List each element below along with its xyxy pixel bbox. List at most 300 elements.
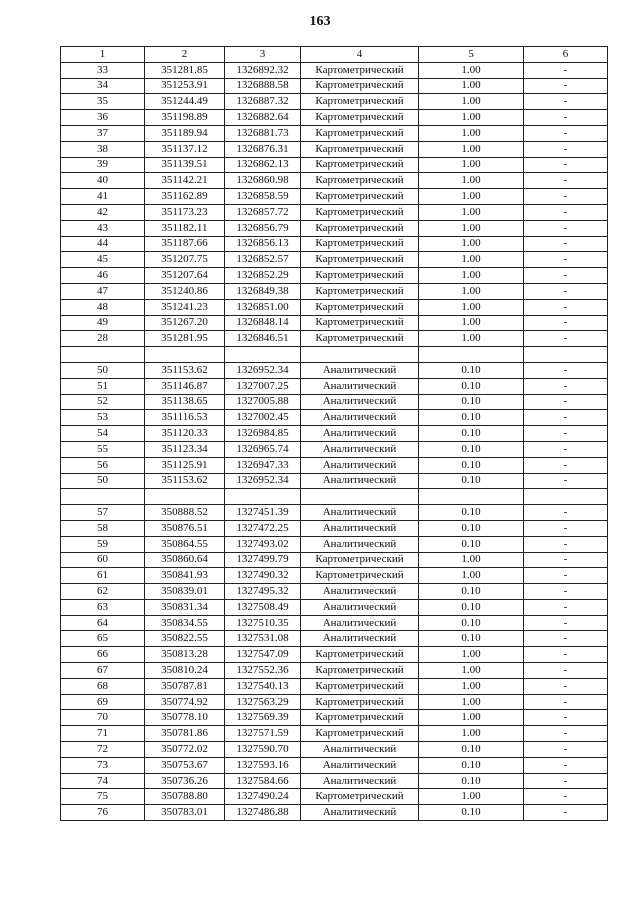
table-cell: 1.00 xyxy=(419,157,524,173)
table-cell: 0.10 xyxy=(419,362,524,378)
table-cell: - xyxy=(524,647,608,663)
table-cell: 70 xyxy=(61,710,145,726)
table-cell xyxy=(225,347,301,363)
table-row xyxy=(61,268,608,284)
table-cell: 1.00 xyxy=(419,678,524,694)
table-cell: 1327005.88 xyxy=(225,394,301,410)
table-cell: Аналитический xyxy=(301,378,419,394)
table-cell xyxy=(225,489,301,505)
table-cell: 351244.49 xyxy=(145,94,225,110)
table-cell: Картометрический xyxy=(301,552,419,568)
table-cell: 1.00 xyxy=(419,315,524,331)
table-cell: 0.10 xyxy=(419,536,524,552)
table-cell: 63 xyxy=(61,599,145,615)
table-cell xyxy=(524,489,608,505)
table-cell: 350778.10 xyxy=(145,710,225,726)
table-cell: - xyxy=(524,331,608,347)
table-cell: - xyxy=(524,173,608,189)
table-cell: 43 xyxy=(61,220,145,236)
table-cell: 351198.89 xyxy=(145,110,225,126)
table-cell: Картометрический xyxy=(301,710,419,726)
table-cell: 351146.87 xyxy=(145,378,225,394)
table-row xyxy=(61,568,608,584)
table-row xyxy=(61,189,608,205)
table-cell: - xyxy=(524,694,608,710)
table-cell: 1327547.09 xyxy=(225,647,301,663)
table-cell: 350736.26 xyxy=(145,773,225,789)
table-cell: 0.10 xyxy=(419,426,524,442)
table-cell: 350876.51 xyxy=(145,520,225,536)
table-cell xyxy=(301,489,419,505)
table-row xyxy=(61,552,608,568)
table-row xyxy=(61,520,608,536)
table-cell: 0.10 xyxy=(419,615,524,631)
table-cell: 0.10 xyxy=(419,473,524,489)
table-cell xyxy=(145,347,225,363)
table-cell: Картометрический xyxy=(301,726,419,742)
table-row xyxy=(61,663,608,679)
table-cell: 0.10 xyxy=(419,394,524,410)
table-cell: Аналитический xyxy=(301,457,419,473)
table-cell: Аналитический xyxy=(301,536,419,552)
table-cell: 1.00 xyxy=(419,552,524,568)
table-cell: 351240.86 xyxy=(145,283,225,299)
table-cell: 1326881.73 xyxy=(225,125,301,141)
table-cell: 49 xyxy=(61,315,145,331)
table-cell: Аналитический xyxy=(301,742,419,758)
table-cell: 50 xyxy=(61,362,145,378)
table-cell: 61 xyxy=(61,568,145,584)
table-cell: Аналитический xyxy=(301,426,419,442)
table-cell: 351281.85 xyxy=(145,62,225,78)
table-cell: 76 xyxy=(61,805,145,821)
table-cell: - xyxy=(524,726,608,742)
table-row xyxy=(61,362,608,378)
table-cell: 0.10 xyxy=(419,599,524,615)
table-cell: - xyxy=(524,584,608,600)
table-cell: 351139.51 xyxy=(145,157,225,173)
table-cell: 0.10 xyxy=(419,520,524,536)
table-cell: 350841.93 xyxy=(145,568,225,584)
table-cell: Картометрический xyxy=(301,78,419,94)
table-cell: Картометрический xyxy=(301,62,419,78)
table-cell: 1.00 xyxy=(419,726,524,742)
table-cell: Аналитический xyxy=(301,599,419,615)
table-cell: 1326888.58 xyxy=(225,78,301,94)
table-cell: 47 xyxy=(61,283,145,299)
table-row xyxy=(61,410,608,426)
table-cell: 1.00 xyxy=(419,173,524,189)
table-cell: - xyxy=(524,315,608,331)
table-cell: - xyxy=(524,599,608,615)
table-cell: 351123.34 xyxy=(145,441,225,457)
table-cell: 350810.24 xyxy=(145,663,225,679)
table-cell: - xyxy=(524,394,608,410)
table-row xyxy=(61,805,608,821)
table-cell: 0.10 xyxy=(419,584,524,600)
table-cell: 1327490.24 xyxy=(225,789,301,805)
table-cell: 71 xyxy=(61,726,145,742)
table-cell: 1327531.08 xyxy=(225,631,301,647)
table-cell: 68 xyxy=(61,678,145,694)
table-row xyxy=(61,584,608,600)
table-cell: 1.00 xyxy=(419,694,524,710)
table-cell: 1327593.16 xyxy=(225,757,301,773)
table-row xyxy=(61,236,608,252)
table-cell: 1327569.39 xyxy=(225,710,301,726)
table-cell: 1.00 xyxy=(419,252,524,268)
table-cell: 1.00 xyxy=(419,141,524,157)
table-cell: 1.00 xyxy=(419,647,524,663)
table-cell xyxy=(419,489,524,505)
table-cell: 1326848.14 xyxy=(225,315,301,331)
table-row xyxy=(61,141,608,157)
table-cell: - xyxy=(524,773,608,789)
table-cell: 41 xyxy=(61,189,145,205)
table-cell: 53 xyxy=(61,410,145,426)
table-cell: 1327002.45 xyxy=(225,410,301,426)
table-cell: 72 xyxy=(61,742,145,758)
table-cell: Аналитический xyxy=(301,520,419,536)
table-cell: 1.00 xyxy=(419,568,524,584)
table-row xyxy=(61,62,608,78)
table-cell: - xyxy=(524,125,608,141)
table-cell xyxy=(61,489,145,505)
table-cell: 64 xyxy=(61,615,145,631)
table-row xyxy=(61,694,608,710)
table-cell: Картометрический xyxy=(301,94,419,110)
table-cell: 1.00 xyxy=(419,268,524,284)
table-cell: 351173.23 xyxy=(145,204,225,220)
table-cell: 0.10 xyxy=(419,505,524,521)
table-cell: 351125.91 xyxy=(145,457,225,473)
table-cell: Аналитический xyxy=(301,615,419,631)
table-row xyxy=(61,473,608,489)
table-cell: 0.10 xyxy=(419,378,524,394)
table-row xyxy=(61,315,608,331)
table-cell: 36 xyxy=(61,110,145,126)
table-row xyxy=(61,789,608,805)
table-cell: 351207.64 xyxy=(145,268,225,284)
table-cell: 351153.62 xyxy=(145,473,225,489)
table-cell: 39 xyxy=(61,157,145,173)
table-cell: Картометрический xyxy=(301,220,419,236)
table-cell: - xyxy=(524,678,608,694)
table-cell: 1326852.57 xyxy=(225,252,301,268)
table-cell: 1.00 xyxy=(419,663,524,679)
table-row xyxy=(61,441,608,457)
table-cell: 350788.80 xyxy=(145,789,225,805)
table-cell xyxy=(419,347,524,363)
table-cell: Аналитический xyxy=(301,584,419,600)
table-cell: 0.10 xyxy=(419,410,524,426)
table-cell: Аналитический xyxy=(301,505,419,521)
table-cell: - xyxy=(524,742,608,758)
table-row xyxy=(61,457,608,473)
table-cell: Картометрический xyxy=(301,157,419,173)
table-cell: 1.00 xyxy=(419,789,524,805)
table-cell: 1326860.98 xyxy=(225,173,301,189)
table-cell: 1327451.39 xyxy=(225,505,301,521)
table-cell: - xyxy=(524,189,608,205)
table-cell xyxy=(61,347,145,363)
table-row xyxy=(61,726,608,742)
table-cell: 1326852.29 xyxy=(225,268,301,284)
table-cell: 351162.89 xyxy=(145,189,225,205)
table-cell: 1326856.13 xyxy=(225,236,301,252)
table-cell: Картометрический xyxy=(301,204,419,220)
table-body xyxy=(61,62,608,820)
table-cell: 1326965.74 xyxy=(225,441,301,457)
table-cell: - xyxy=(524,204,608,220)
table-cell: - xyxy=(524,236,608,252)
table-row xyxy=(61,631,608,647)
table-cell: 350787.81 xyxy=(145,678,225,694)
table-cell: - xyxy=(524,552,608,568)
table-cell: 351189.94 xyxy=(145,125,225,141)
table-cell: 1.00 xyxy=(419,236,524,252)
table-cell: - xyxy=(524,615,608,631)
table-cell: 350860.64 xyxy=(145,552,225,568)
table-cell: 350834.55 xyxy=(145,615,225,631)
table-cell: Аналитический xyxy=(301,410,419,426)
table-cell: 50 xyxy=(61,473,145,489)
table-cell: 351142.21 xyxy=(145,173,225,189)
table-cell: 1327495.32 xyxy=(225,584,301,600)
table-cell: 1.00 xyxy=(419,110,524,126)
table-cell: - xyxy=(524,441,608,457)
table-cell: 66 xyxy=(61,647,145,663)
table-row xyxy=(61,125,608,141)
table-cell: 69 xyxy=(61,694,145,710)
table-cell: 52 xyxy=(61,394,145,410)
column-header: 1 xyxy=(61,47,145,63)
table-cell: 1327508.49 xyxy=(225,599,301,615)
table-cell: 1.00 xyxy=(419,299,524,315)
table-cell: 350813.28 xyxy=(145,647,225,663)
table-cell: 1327590.70 xyxy=(225,742,301,758)
table-cell: 351207.75 xyxy=(145,252,225,268)
table-row xyxy=(61,710,608,726)
coordinates-table xyxy=(60,46,608,821)
column-header: 6 xyxy=(524,47,608,63)
table-cell: 1326857.72 xyxy=(225,204,301,220)
table-cell: - xyxy=(524,283,608,299)
table-cell: - xyxy=(524,536,608,552)
table-cell: Картометрический xyxy=(301,268,419,284)
table-row xyxy=(61,204,608,220)
table-cell: 1326851.00 xyxy=(225,299,301,315)
table-cell: - xyxy=(524,94,608,110)
table-cell: Аналитический xyxy=(301,394,419,410)
table-cell: 350888.52 xyxy=(145,505,225,521)
table-cell: - xyxy=(524,78,608,94)
table-cell: 1.00 xyxy=(419,62,524,78)
table-cell: Картометрический xyxy=(301,694,419,710)
table-row xyxy=(61,331,608,347)
table-cell: 1327584.66 xyxy=(225,773,301,789)
table-cell: 1326952.34 xyxy=(225,362,301,378)
page-number: 163 xyxy=(309,14,331,29)
table-cell: 1326856.79 xyxy=(225,220,301,236)
table-cell: 60 xyxy=(61,552,145,568)
table-cell: 1.00 xyxy=(419,94,524,110)
table-row xyxy=(61,173,608,189)
table-cell: Картометрический xyxy=(301,110,419,126)
table-cell: 1326887.32 xyxy=(225,94,301,110)
table-cell: - xyxy=(524,473,608,489)
table-cell: Картометрический xyxy=(301,789,419,805)
table-cell: - xyxy=(524,710,608,726)
table-cell: 1326862.13 xyxy=(225,157,301,173)
table-cell: 67 xyxy=(61,663,145,679)
table-cell xyxy=(301,347,419,363)
table-cell: Картометрический xyxy=(301,189,419,205)
table-row xyxy=(61,394,608,410)
table-cell: - xyxy=(524,268,608,284)
table-cell: 1327552.36 xyxy=(225,663,301,679)
table-cell: Аналитический xyxy=(301,805,419,821)
table-cell: - xyxy=(524,220,608,236)
table-cell: - xyxy=(524,110,608,126)
table-cell: 48 xyxy=(61,299,145,315)
column-header: 5 xyxy=(419,47,524,63)
table-cell: 1.00 xyxy=(419,283,524,299)
table-cell: Картометрический xyxy=(301,678,419,694)
table-cell: 350822.55 xyxy=(145,631,225,647)
table-row xyxy=(61,110,608,126)
table-cell: - xyxy=(524,362,608,378)
table-cell: 1327499.79 xyxy=(225,552,301,568)
table-cell: 1327540.13 xyxy=(225,678,301,694)
table-cell: 1326876.31 xyxy=(225,141,301,157)
table-cell: - xyxy=(524,141,608,157)
table-cell: 1.00 xyxy=(419,78,524,94)
table-cell: Аналитический xyxy=(301,441,419,457)
table-row xyxy=(61,283,608,299)
table-cell: 1327493.02 xyxy=(225,536,301,552)
table-cell: 1327007.25 xyxy=(225,378,301,394)
table-cell: 55 xyxy=(61,441,145,457)
table-cell: 1.00 xyxy=(419,331,524,347)
table-cell: Аналитический xyxy=(301,773,419,789)
table-cell: 351153.62 xyxy=(145,362,225,378)
table-row xyxy=(61,678,608,694)
table-cell: 1327563.29 xyxy=(225,694,301,710)
table-cell: 65 xyxy=(61,631,145,647)
table-cell: Картометрический xyxy=(301,647,419,663)
table-cell: 1326858.59 xyxy=(225,189,301,205)
header-row xyxy=(61,47,608,63)
table-cell: - xyxy=(524,252,608,268)
table-cell: Картометрический xyxy=(301,299,419,315)
table-cell: 54 xyxy=(61,426,145,442)
table-cell: - xyxy=(524,378,608,394)
table-cell: 1.00 xyxy=(419,204,524,220)
table-cell: 37 xyxy=(61,125,145,141)
table-cell: Аналитический xyxy=(301,757,419,773)
table-cell: Картометрический xyxy=(301,283,419,299)
table-cell: 1326849.38 xyxy=(225,283,301,299)
table-row xyxy=(61,378,608,394)
table-cell: 0.10 xyxy=(419,631,524,647)
column-header: 2 xyxy=(145,47,225,63)
table-row xyxy=(61,647,608,663)
column-header: 3 xyxy=(225,47,301,63)
table-cell: 38 xyxy=(61,141,145,157)
table-cell: 1327490.32 xyxy=(225,568,301,584)
table-row xyxy=(61,157,608,173)
table-cell: 1327472.25 xyxy=(225,520,301,536)
table-cell: 351138.65 xyxy=(145,394,225,410)
table-cell: - xyxy=(524,505,608,521)
table-row xyxy=(61,220,608,236)
table-cell: Аналитический xyxy=(301,473,419,489)
table-cell: 74 xyxy=(61,773,145,789)
table-cell: 1327571.59 xyxy=(225,726,301,742)
table-cell: 350772.02 xyxy=(145,742,225,758)
table-row xyxy=(61,252,608,268)
table-cell: 350783.01 xyxy=(145,805,225,821)
table-cell: 1327486.88 xyxy=(225,805,301,821)
table-cell: 1.00 xyxy=(419,220,524,236)
table-row xyxy=(61,757,608,773)
table-cell: - xyxy=(524,62,608,78)
table-cell: 351281.95 xyxy=(145,331,225,347)
table-cell: 1.00 xyxy=(419,710,524,726)
table-cell: Картометрический xyxy=(301,663,419,679)
table-cell: 0.10 xyxy=(419,441,524,457)
table-cell: 1326984.85 xyxy=(225,426,301,442)
table-row xyxy=(61,426,608,442)
table-cell: - xyxy=(524,631,608,647)
table-cell: 1327510.35 xyxy=(225,615,301,631)
table-cell: - xyxy=(524,757,608,773)
table-cell: 351253.91 xyxy=(145,78,225,94)
table-cell: 28 xyxy=(61,331,145,347)
table-cell: 45 xyxy=(61,252,145,268)
column-header: 4 xyxy=(301,47,419,63)
table-cell: 1326846.51 xyxy=(225,331,301,347)
blank-separator-row xyxy=(61,347,608,363)
table-cell: - xyxy=(524,663,608,679)
table-cell: 1326892.32 xyxy=(225,62,301,78)
table-cell: - xyxy=(524,426,608,442)
table-cell: 350774.92 xyxy=(145,694,225,710)
table-cell: 73 xyxy=(61,757,145,773)
table-cell: 62 xyxy=(61,584,145,600)
table-row xyxy=(61,505,608,521)
table-cell: 58 xyxy=(61,520,145,536)
table-cell xyxy=(524,347,608,363)
table-cell: 46 xyxy=(61,268,145,284)
table-cell: 44 xyxy=(61,236,145,252)
table-cell: 351187.66 xyxy=(145,236,225,252)
table-cell: - xyxy=(524,299,608,315)
table-cell: Картометрический xyxy=(301,252,419,268)
blank-separator-row xyxy=(61,489,608,505)
table-cell: - xyxy=(524,457,608,473)
table-cell: 51 xyxy=(61,378,145,394)
table-cell: 351267.20 xyxy=(145,315,225,331)
table-cell: 1.00 xyxy=(419,125,524,141)
table-cell: 351120.33 xyxy=(145,426,225,442)
table-cell: 0.10 xyxy=(419,757,524,773)
table-cell: 42 xyxy=(61,204,145,220)
table-cell: Картометрический xyxy=(301,236,419,252)
table-cell: 350781.86 xyxy=(145,726,225,742)
table-row xyxy=(61,599,608,615)
